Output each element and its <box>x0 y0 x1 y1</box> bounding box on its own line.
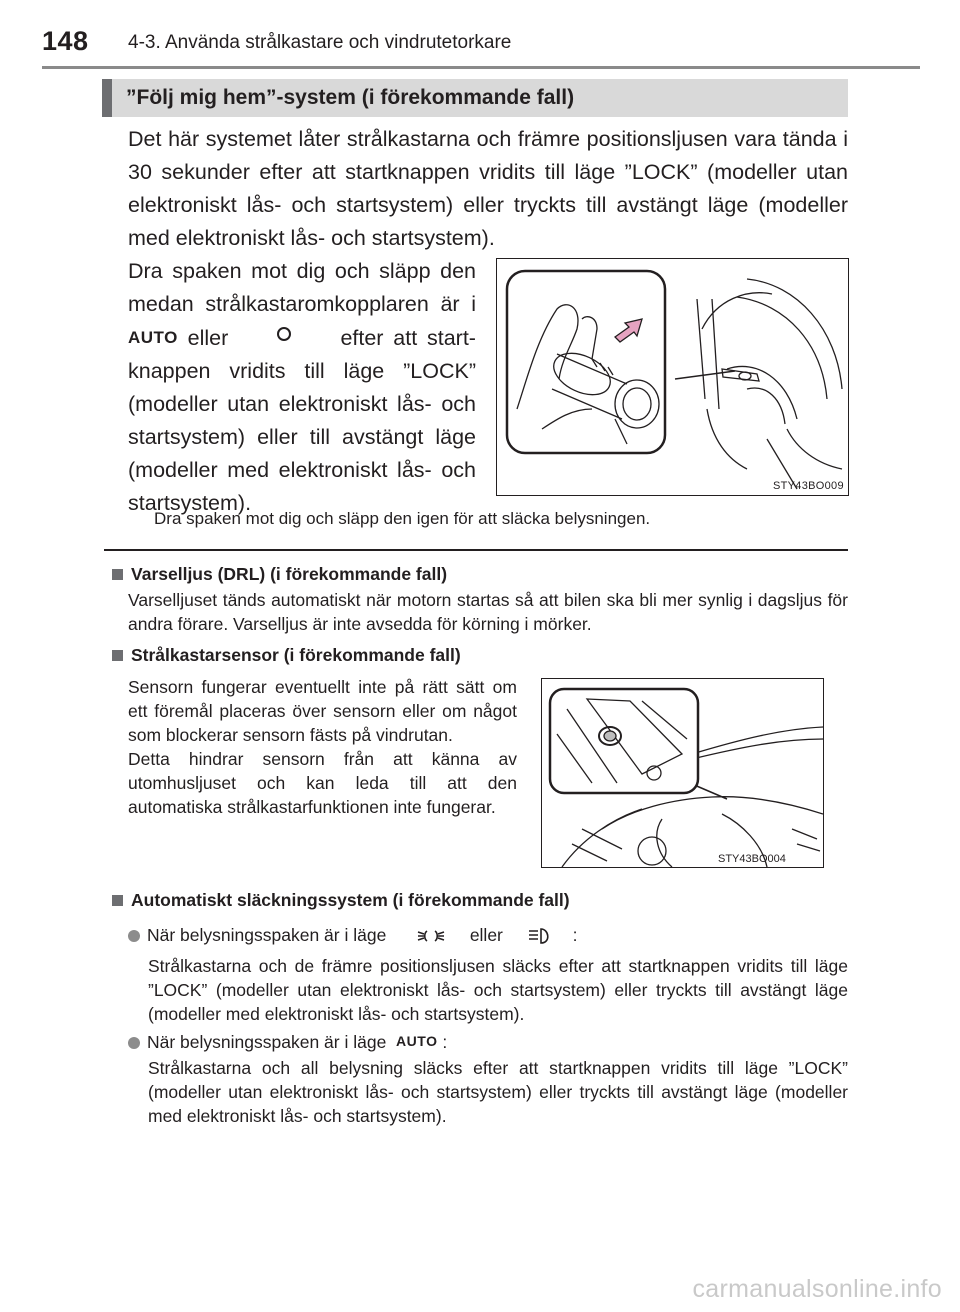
bullet-item-2 <box>128 1032 447 1053</box>
section-marker <box>102 79 112 117</box>
step-paragraph <box>128 255 476 520</box>
sensor-drawing <box>542 679 823 867</box>
headlight-lever-illustration <box>496 258 849 496</box>
sensor-paragraph <box>128 675 517 819</box>
intro-paragraph: Det här systemet låter strålkastarna och främre positionsljusen vara tända i 30 sekunder efter att startknappen vridits till läge ”LOCK” (modeller utan elektroniskt lås- och startsystem) eller tryckts till avstängt läge (modeller med elektroniskt lås- och startsystem). <box>128 127 848 250</box>
sensor-illustration <box>541 678 824 868</box>
sensor-text-2: Detta hindrar sensorn från att känna av utomhusljuset och kan leda till att den automatiska strålkastarfunktionen inte fungerar. <box>128 749 517 817</box>
drl-heading-text: Varselljus (DRL) (i förekommande fall) <box>131 564 448 584</box>
bullet-dot-icon <box>128 930 140 942</box>
bullet-1-end: : <box>572 925 578 945</box>
step-text-2: eller <box>187 326 229 350</box>
auto-off-heading-text: Automatiskt släckningssystem (i förekommande fall) <box>131 890 570 910</box>
section-title: ”Följ mig hem”-system (i förekommande fall) <box>126 86 575 109</box>
heading-square-icon <box>112 650 123 661</box>
sensor-text-1: Sensorn fungerar eventuellt inte på rätt sätt om ett föremål placeras över sensorn eller om något som blockerar sensorn fästs på vindrutan. <box>128 677 517 745</box>
bullet-1-mid: eller <box>469 925 503 945</box>
chapter-title: 4-3. Använda strålkastare och vindrutetorkare <box>128 32 512 53</box>
position-lights-icon <box>416 927 446 945</box>
drl-heading <box>112 564 447 585</box>
auto-icon: AUTO <box>128 328 178 347</box>
bullet-1-lead: När belysningsspaken är i läge <box>147 925 387 945</box>
bullet-item-1 <box>128 925 578 946</box>
auto-icon: AUTO <box>396 1033 438 1049</box>
off-position-icon <box>277 327 291 341</box>
step-text-1: Dra spaken mot dig och släpp den medan strålkastaromkopplaren är i <box>128 259 476 316</box>
step-text-3: efter att start-knappen vridits till läge ”LOCK” (modeller utan elektroniskt lås- och startsystem) eller till avstängt läge (modeller med elektroniskt lås- och startsystem). <box>128 326 476 515</box>
headlight-icon <box>527 927 553 945</box>
step-note: Dra spaken mot dig och släpp den igen för att släcka belysningen. <box>154 509 651 528</box>
sensor-heading <box>112 645 461 666</box>
watermark: carmanualsonline.info <box>692 1275 942 1303</box>
page-number: 148 <box>42 26 89 56</box>
lever-drawing <box>497 259 848 495</box>
heading-square-icon <box>112 569 123 580</box>
sensor-heading-text: Strålkastarsensor (i förekommande fall) <box>131 645 461 665</box>
section-heading-bar <box>102 79 848 117</box>
heading-square-icon <box>112 895 123 906</box>
bullet-2-lead: När belysningsspaken är i läge <box>147 1032 387 1052</box>
drl-paragraph: Varselljuset tänds automatiskt när motorn startas så att bilen ska bli mer synlig i dagsljus för andra förare. Varselljus är inte avsedda för körning i mörker. <box>128 590 848 634</box>
auto-off-heading <box>112 890 570 911</box>
figure-code-2: STY43BO004 <box>718 853 786 865</box>
bullet-2-end: : <box>442 1032 448 1052</box>
bullet-dot-icon <box>128 1037 140 1049</box>
bullet-1-text: Strålkastarna och de främre positionsljusen släcks efter att startknappen vridits till läge ”LOCK” (modeller utan elektroniskt lås- och startsystem) eller tryckts till avstängt läge (modeller med elektroniskt lås- och startsystem). <box>148 956 848 1024</box>
header-rule <box>42 66 920 69</box>
bullet-2-text: Strålkastarna och all belysning släcks efter att startknappen vridits till läge ”LOCK” (modeller utan elektroniskt lås- och startsystem) eller tryckts till avstängt läge (modeller med elektroniskt lås- och startsystem). <box>148 1058 848 1126</box>
section-divider <box>104 549 848 551</box>
figure-code-1: STY43BO009 <box>773 480 844 492</box>
